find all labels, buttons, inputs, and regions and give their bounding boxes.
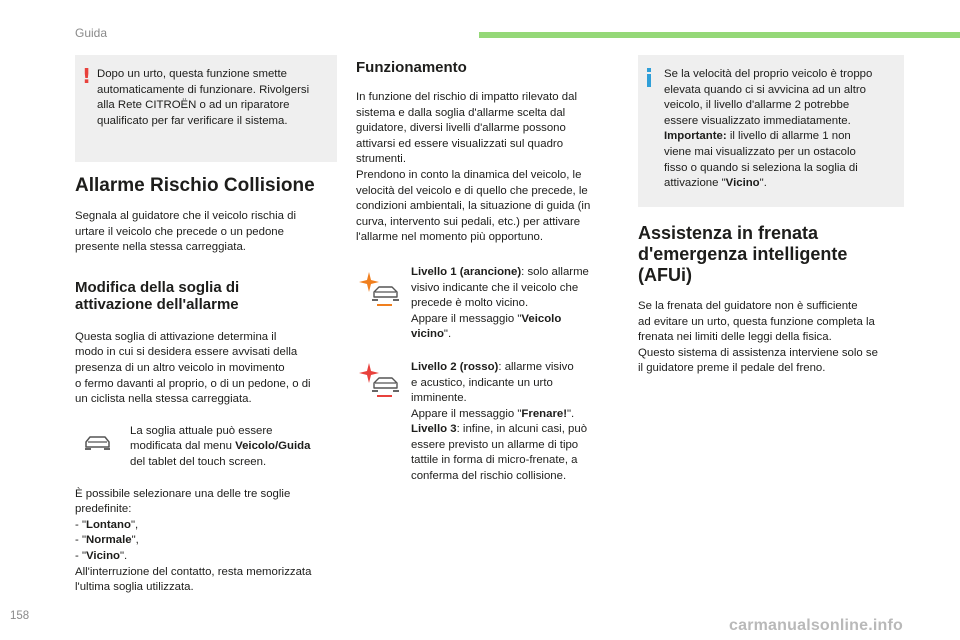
- alert-level-2-text: [411, 360, 618, 485]
- column-middle: [356, 55, 618, 485]
- option-item: [75, 533, 337, 549]
- option-prefix: - ": [75, 534, 87, 547]
- threshold-description: Questa soglia di attivazione determina il modo in cui si desidera essere avvisati della presenza di un altro veicolo in movimento o fermo davanti al proprio, o di un pedone, o di un ciclista nella stessa carreggiata.: [75, 330, 311, 406]
- option-item: [75, 518, 337, 534]
- subsection-title-threshold: Modifica della soglia di attivazione dell'allarme: [75, 278, 240, 313]
- info-note-body: Se la velocità del proprio veicolo è troppo elevata quando ci si avvicina ad un altro veicolo, il livello d'allarme 2 potrebbe essere visualizzato immediatamente.: [664, 68, 873, 127]
- menu-note-after: del tablet del touch screen.: [130, 455, 267, 468]
- info-note-text: [664, 67, 896, 192]
- alert-level-2-description: : allarme visivo e acustico, indicante un urto imminente. Appare il messaggio ": [411, 360, 574, 420]
- warning-note: [75, 55, 337, 162]
- menu-name-vehicle: Veicolo: [235, 440, 275, 453]
- option-prefix: - ": [75, 518, 87, 531]
- warning-icon: !: [82, 64, 92, 88]
- option-label: Vicino: [86, 549, 120, 562]
- alert-level-1-description: : solo allarme visivo indicante che il veicolo che precede è molto vicino. Appare il messaggio ": [411, 265, 589, 325]
- column-right: [638, 55, 904, 377]
- option-label: Lontano: [86, 518, 131, 531]
- info-icon: [647, 68, 651, 87]
- alert-level-1-label: Livello 1 (arancione): [411, 265, 522, 278]
- alert-level-3-label: Livello 3: [411, 423, 457, 436]
- option-item: [75, 549, 337, 565]
- info-note-important-text: il livello di allarme 1 non viene mai visualizzato per un ostacolo fisso o quando si seleziona la soglia di attivazione ": [664, 130, 858, 190]
- section-title-collision-alert: Allarme Rischio Collisione: [75, 175, 315, 196]
- warning-note-text: Dopo un urto, questa funzione smette automaticamente di funzionare. Rivolgersi alla Rete CITROËN o ad un riparatore qualificato per far verificare il sistema.: [97, 68, 310, 127]
- menu-name-driving: Guida: [278, 440, 311, 453]
- option-prefix: - ": [75, 549, 87, 562]
- alert-level-2-message: Frenare!: [521, 407, 568, 420]
- column-left: [75, 55, 337, 596]
- alert-level-1-icon: [358, 271, 400, 307]
- collision-alert-intro: Segnala al guidatore che il veicolo rischia di urtare il veicolo che precede o un pedone presente nella stessa carreggiata.: [75, 210, 296, 254]
- options-intro: È possibile selezionare una delle tre soglie predefinite:: [75, 487, 291, 516]
- section-title-afui: Assistenza in frenata d'emergenza intelligente (AFUi): [638, 223, 848, 285]
- alert-level-1-text: [411, 265, 618, 343]
- car-icon: [83, 434, 113, 452]
- alert-level-1: [356, 265, 618, 343]
- alert-level-2-label: Livello 2 (rosso): [411, 360, 499, 373]
- operation-description: In funzione del rischio di impatto rilevato dal sistema e dalla soglia d'allarme scelta dal guidatore, diversi livelli d'allarme possono attivarsi ed essere visualizzati sul quadro strumenti. Prendono in conto la dinamica del veicolo, le velocità del veicolo e di quello che precede, le condizioni ambientali, la situazione di guida (in curva, intervento sui pedali, etc.) per attivare l'allarme nel momento più opportuno.: [356, 91, 591, 244]
- section-accent-bar: [479, 32, 960, 38]
- menu-note: [75, 424, 337, 471]
- option-suffix: ",: [131, 534, 139, 547]
- afui-description: Se la frenata del guidatore non è sufficiente ad evitare un urto, questa funzione completa la frenata nei limiti delle leggi della fisica. Questo sistema di assistenza interviene solo se il guidatore preme il pedale del freno.: [638, 300, 878, 375]
- alert-level-1-end: ".: [443, 328, 452, 341]
- info-note-important-value: Vicino: [725, 177, 760, 190]
- alert-level-2: [356, 360, 618, 485]
- menu-note-text: [130, 424, 337, 471]
- menu-note-before: La soglia attuale può essere modificata dal menu: [130, 424, 273, 453]
- section-title-operation: Funzionamento: [356, 59, 467, 76]
- threshold-memory-text: All'interruzione del contatto, resta memorizzata l'ultima soglia utilizzata.: [75, 565, 312, 594]
- alert-level-2-end: ".: [567, 407, 575, 420]
- option-suffix: ".: [120, 549, 128, 562]
- option-label: Normale: [86, 534, 132, 547]
- watermark: carmanualsonline.info: [729, 617, 904, 634]
- menu-separator: /: [275, 440, 279, 453]
- alert-level-2-icon: [358, 362, 400, 398]
- info-note-important-label: Importante:: [664, 130, 727, 143]
- section-header-label: Guida: [75, 26, 108, 40]
- option-suffix: ",: [130, 518, 139, 531]
- info-note: [638, 55, 904, 207]
- info-note-important-end: ".: [759, 177, 767, 190]
- alert-level-3-description: : infine, in alcuni casi, può essere previsto un allarme di tipo tattile in forma di micro-frenate, a conferma del rischio collisione.: [411, 423, 588, 483]
- alert-level-1-message: Veicolo vicino: [411, 312, 562, 341]
- page-number: 158: [10, 610, 30, 622]
